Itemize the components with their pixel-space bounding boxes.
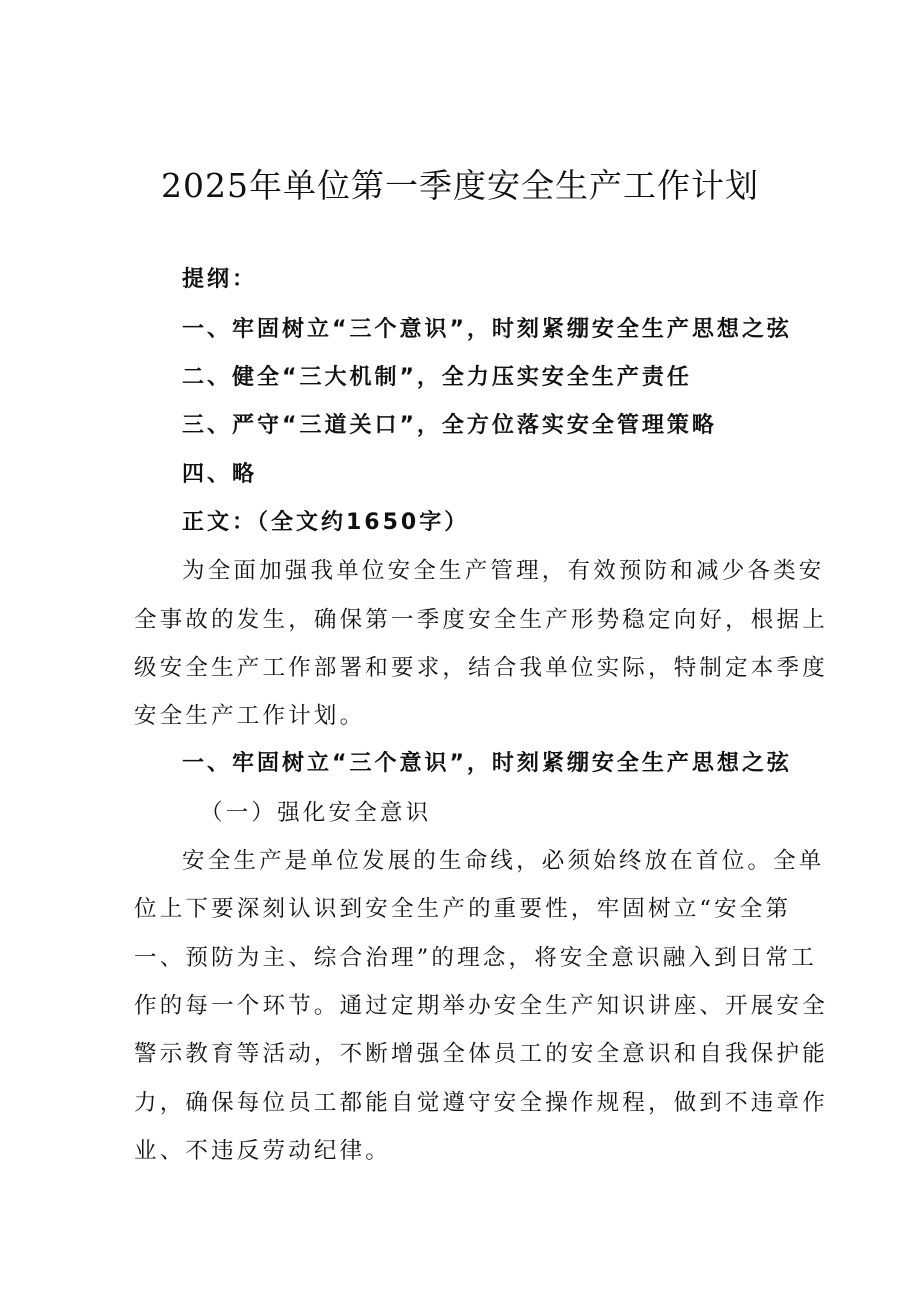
outline-item-2: 二、健全“三大机制”，全力压实安全生产责任	[182, 365, 692, 390]
body-label: 正文：（全文约1650字）	[182, 510, 470, 535]
paragraph-line: 一、预防为主、综合治理”的理念，将安全意识融入到日常工	[134, 945, 817, 971]
outline-item-4: 四、略	[182, 462, 258, 487]
paragraph-line: 力，确保每位员工都能自觉遵守安全操作规程，做到不违章作	[134, 1090, 828, 1116]
section-heading: 一、牢固树立“三个意识”，时刻紧绷安全生产思想之弦	[182, 751, 792, 776]
paragraph-line: 安全生产是单位发展的生命线，必须始终放在首位。全单	[182, 848, 825, 874]
subsection-heading: （一）强化安全意识	[200, 800, 432, 826]
outline-label: 提纲：	[182, 267, 258, 292]
outline-item-1: 一、牢固树立“三个意识”，时刻紧绷安全生产思想之弦	[182, 317, 792, 342]
intro-line: 安全生产工作计划。	[134, 703, 366, 729]
document-title: 2025年单位第一季度安全生产工作计划	[161, 166, 759, 205]
paragraph-line: 业、不违反劳动纪律。	[134, 1138, 392, 1164]
paragraph-line: 作的每一个环节。通过定期举办安全生产知识讲座、开展安全	[134, 993, 828, 1019]
intro-line: 级安全生产工作部署和要求，结合我单位实际，特制定本季度	[134, 655, 828, 681]
intro-line: 全事故的发生，确保第一季度安全生产形势稳定向好，根据上	[134, 607, 828, 633]
outline-item-3: 三、严守“三道关口”，全方位落实安全管理策略	[182, 413, 717, 438]
paragraph-line: 位上下要深刻认识到安全生产的重要性，牢固树立“安全第	[134, 896, 792, 922]
intro-line: 为全面加强我单位安全生产管理，有效预防和减少各类安	[182, 558, 825, 584]
paragraph-line: 警示教育等活动，不断增强全体员工的安全意识和自我保护能	[134, 1041, 828, 1067]
